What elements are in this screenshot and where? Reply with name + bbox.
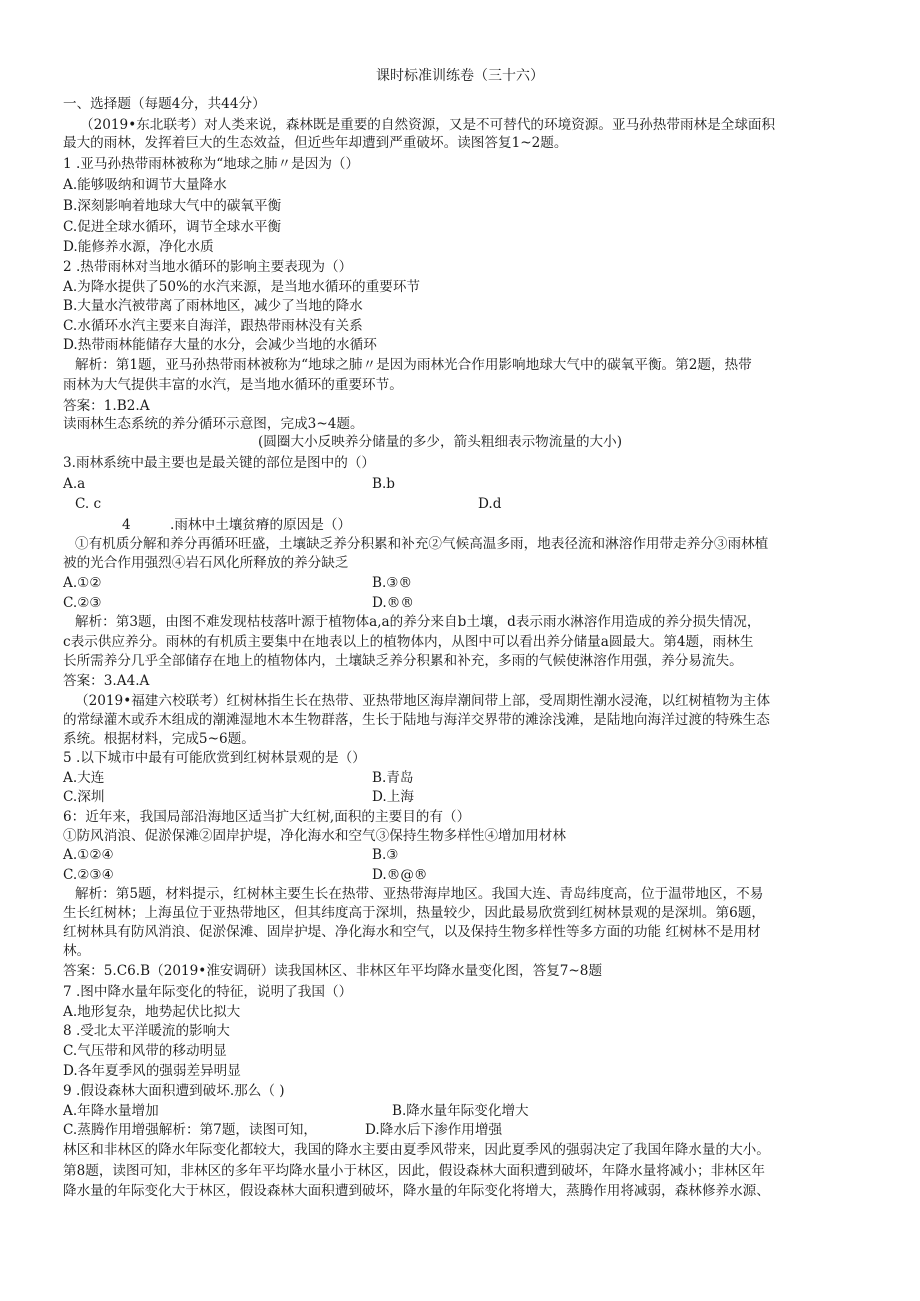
option-c: C.气压带和风带的移动明显	[63, 1043, 227, 1059]
option-a: A.①②④	[63, 847, 114, 863]
passage-line: 读雨林生态系统的养分循环示意图，完成3~4题。	[63, 416, 364, 432]
answer-line: 答案：3.A4.A	[63, 673, 150, 689]
question-7: 7 .图中降水量年际变化的特征，说明了我国（）	[63, 984, 353, 1000]
analysis-line: 解析：第3题，由图不难发现枯枝落叶源于植物体a,a的养分来自b土壤，d表示雨水淋溶作用造成的养分损失情况，	[75, 614, 761, 630]
analysis-line: 生长红树林；上海虽位于亚热带地区，但其纬度高于深圳，热量较少，因此最易欣赏到红树林景观的是深圳。第6题，	[63, 905, 765, 921]
passage-line: 的常绿灌木或乔木组成的潮滩湿地木本生物群落，生长于陆地与海洋交界带的滩涂浅滩，是陆地向海洋过渡的特殊生态	[63, 712, 770, 728]
option-c: C.②③	[63, 595, 102, 611]
question-9: 9 .假设森林大面积遭到破坏.那么（ )	[63, 1083, 285, 1099]
option-d: D.热带雨林能储存大量的水分，会减少当地的水循环	[63, 337, 377, 353]
figure-note: (圆圈大小反映养分储量的多少，箭头粗细表示物流量的大小)	[258, 434, 623, 450]
page-title: 课时标准训练卷（三十六）	[376, 68, 544, 84]
question-5: 5 .以下城市中最有可能欣赏到红树林景观的是（）	[63, 750, 366, 766]
analysis-line: 红树林具有防风消浪、促淤保滩、固岸护堤、净化海水和空气，以及保持生物多样性等多方面的功能 红树林不是用材	[63, 924, 761, 940]
analysis-line: 林。	[63, 943, 91, 959]
option-d: D.各年夏季风的强弱差异明显	[63, 1063, 241, 1079]
question-number: 4	[122, 517, 131, 533]
analysis-line: 雨林为大气提供丰富的水汽，是当地水循环的重要环节。	[63, 377, 403, 393]
analysis-line: c表示供应养分。雨林的有机质主要集中在地表以上的植物体内，从图中可以看出养分储量a圆最大。第4题，雨林生	[63, 634, 754, 650]
option-d: D.降水后下渗作用增强	[365, 1122, 503, 1138]
statement-line: ①有机质分解和养分再循环旺盛，土壤缺乏养分积累和补充②气候高温多雨，地表径流和淋溶作用带走养分③雨林植	[75, 536, 769, 552]
option-c: C.深圳	[63, 789, 105, 805]
analysis-line: 降水量的年际变化大于林区，假设森林大面积遭到破坏，降水量的年际变化将增大，蒸腾作用将减弱，森林修养水源、	[63, 1183, 770, 1199]
statement-line: ①防风消浪、促淤保滩②固岸护堤，净化海水和空气③保持生物多样性④增加用材林	[63, 828, 566, 844]
option-d: D.能修养水源，净化水质	[63, 239, 214, 255]
question-2: 2 .热带雨林对当地水循环的影响主要表现为（）	[63, 259, 353, 275]
question-3: 3.雨林系统中最主要也是最关键的部位是图中的（）	[63, 455, 376, 471]
answer-line: 答案：5.C6.B（2019•淮安调研）读我国林区、非林区年平均降水量变化图，答复7~8题	[63, 963, 603, 979]
analysis-line: 林区和非林区的降水年际变化都较大，我国的降水主要由夏季风带来，因此夏季风的强弱决定了我国年降水量的大小。	[63, 1142, 770, 1158]
option-a: A.年降水量增加	[63, 1103, 159, 1119]
option-b: B.大量水汽被带离了雨林地区，减少了当地的降水	[63, 298, 363, 314]
option-c: C.蒸腾作用增强解析：第7题，读图可知，	[63, 1122, 317, 1138]
analysis-line: 第8题，读图可知，非林区的多年平均降水量小于林区，因此，假设森林大面积遭到破坏，年降水量将减小；非林区年	[63, 1163, 765, 1179]
analysis-line: 解析：第1题，亚马孙热带雨林被称为“地球之肺〃是因为雨林光合作用影响地球大气中的碳氧平衡。第2题，热带	[75, 357, 752, 373]
statement-line: 被的光合作用强烈④岩石风化所释放的养分缺乏	[63, 555, 349, 571]
option-b: B.③	[372, 847, 399, 863]
option-d: D.®@®	[372, 867, 428, 883]
section-heading: 一、选择题（每题4分，共44分）	[63, 96, 266, 112]
option-a: A.能够吸纳和调节大量降水	[63, 177, 227, 193]
passage-line: （2019•东北联考）对人类来说，森林既是重要的自然资源，又是不可替代的环境资源。亚马孙热带雨林是全球面积	[80, 117, 776, 133]
option-b: B.降水量年际变化增大	[392, 1103, 529, 1119]
option-c: C.促进全球水循环，调节全球水平衡	[63, 219, 282, 235]
option-d: D.d	[478, 496, 502, 512]
option-b: B.深刻影响着地球大气中的碳氧平衡	[63, 198, 282, 214]
analysis-line: 解析：第5题，材料提示，红树林主要生长在热带、亚热带海岸地区。我国大连、青岛纬度高，位于温带地区，不易	[75, 886, 764, 902]
option-a: A.大连	[63, 770, 105, 786]
option-b: B.青岛	[372, 770, 414, 786]
answer-line: 答案：1.B2.A	[63, 398, 150, 414]
option-b: B.③®	[372, 575, 413, 591]
option-b: B.b	[372, 476, 396, 492]
passage-line: 最大的雨林，发挥着巨大的生态效益，但近些年却遭到严重破坏。读图答复1~2题。	[63, 135, 568, 151]
option-c: C. c	[75, 496, 102, 512]
passage-line: （2019•福建六校联考）红树林指生长在热带、亚热带地区海岸潮间带上部，受周期性潮水浸淹，以红树植物为主体	[75, 693, 771, 709]
option-a: A.a	[63, 476, 86, 492]
option-c: C.水循环水汽主要来自海洋，跟热带雨林没有关系	[63, 318, 363, 334]
option-d: D.®®	[372, 595, 414, 611]
analysis-line: 长所需养分几乎全部储存在地上的植物体内，土壤缺乏养分积累和补充，多雨的气候使淋溶作用强，养分易流失。	[63, 653, 743, 669]
option-a: A.地形复杂，地势起伏比拟大	[63, 1004, 241, 1020]
question-1: 1 .亚马孙热带雨林被称为“地球之肺〃是因为（）	[63, 156, 360, 172]
option-c: C.②③④	[63, 867, 114, 883]
question-6: 6：近年来，我国局部沿海地区适当扩大红树,面积的主要目的有（）	[63, 809, 471, 825]
question-4: .雨林中土壤贫瘠的原因是（）	[170, 517, 352, 533]
option-a: A.为降水提供了50%的水汽来源，是当地水循环的重要环节	[63, 279, 421, 295]
option-d: D.上海	[372, 789, 414, 805]
option-a: A.①②	[63, 575, 102, 591]
question-8: 8 .受北太平洋暖流的影响大	[63, 1023, 230, 1039]
passage-line: 系统。根据材料，完成5~6题。	[63, 731, 255, 747]
